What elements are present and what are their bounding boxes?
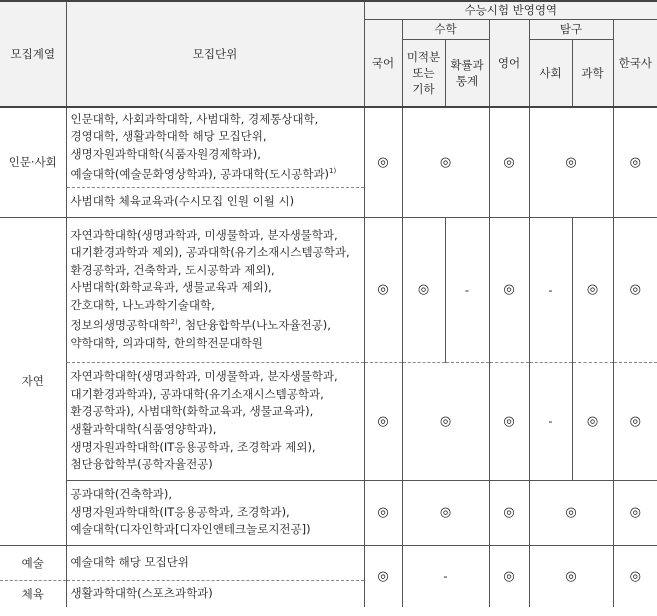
mark-social: -	[529, 362, 572, 480]
category-arts: 예술	[0, 545, 66, 580]
unit-nature-3: 공과대학(건축학과), 생명자원과학대학(IT응용공학과, 조경학과), 예술대학(디자인학과[디자인앤테크놀로지전공])	[66, 480, 364, 545]
header-history: 한국사	[613, 19, 657, 107]
header-math-sub1-line1: 미적분	[406, 49, 441, 64]
mark-korean: ◎	[364, 362, 402, 480]
mark-math: ◎	[402, 480, 489, 545]
mark-inquiry: ◎	[529, 107, 613, 217]
header-math-calculus-geometry	[402, 39, 445, 107]
header-math: 수학	[402, 19, 489, 39]
mark-social: -	[529, 217, 572, 362]
unit-humanities-2: 사범대학 체육교육과(수시모집 인원 이월 시)	[66, 187, 364, 217]
mark-english: ◎	[489, 217, 529, 362]
mark-science: ◎	[572, 217, 613, 362]
header-category: 모집계열	[0, 1, 66, 107]
table-row	[0, 362, 657, 480]
header-science: 과학	[572, 39, 613, 107]
mark-history: ◎	[629, 568, 641, 584]
category-nature: 자연	[0, 217, 66, 545]
mark-inquiry: ◎	[529, 545, 613, 607]
mark-english: ◎	[489, 362, 529, 480]
mark-korean: ◎	[364, 480, 402, 545]
mark-korean: ◎	[364, 545, 402, 607]
table-row	[0, 480, 657, 545]
header-math-sub2-line1: 확률과	[450, 57, 484, 72]
mark-math: ◎	[402, 362, 489, 480]
header-csat-group: 수능시험 반영영역	[364, 1, 657, 19]
mark-math-calculus: ◎	[402, 217, 445, 362]
category-humanities: 인문·사회	[0, 107, 66, 217]
header-math-sub1-line3: 기하	[412, 81, 435, 96]
header-math-sub2-line2: 통계	[455, 73, 479, 88]
unit-humanities-1: 인문대학, 사회과학대학, 사범대학, 경제통상대학, 경영대학, 생활과학대학 해당 모집단위, 생명자원과학대학(식품자원경제학과), 예술대학(예술문화영상학과), 공과대학(도시공학과)$^{1)}$	[66, 107, 364, 187]
mark-english: ◎	[489, 107, 529, 217]
header-unit: 모집단위	[66, 1, 364, 107]
mark-english: ◎	[489, 545, 529, 607]
mark-korean: ◎	[364, 217, 402, 362]
mark-math: ◎	[402, 107, 489, 217]
header-math-probability	[445, 39, 489, 107]
mark-history: ◎	[613, 480, 657, 545]
header-math-sub1-line2: 또는	[412, 65, 435, 80]
mark-science: ◎	[572, 362, 613, 480]
header-social: 사회	[529, 39, 572, 107]
mark-history: ◎	[613, 107, 657, 217]
header-row-1	[0, 1, 657, 19]
mark-history: ◎	[613, 362, 657, 480]
unit-arts: 예술대학 해당 모집단위	[66, 545, 364, 580]
unit-nature-1: 자연과학대학(생명과학과, 미생물학과, 분자생물학과, 대기환경과학과 제외), 공과대학(유기소재시스템공학과, 환경공학과, 건축학과, 도시공학과 제외), 사범대학(화학교육과, 생물교육과 제외), 간호대학, 나노과학기술대학, 정보의생명공학대학$^{2)}$, 첨단융합학부(나노자율전공), 약학대학, 의과대학, 한의학전문대학원	[66, 217, 364, 362]
mark-math: -	[402, 545, 489, 607]
mark-inquiry: ◎	[529, 480, 613, 545]
mark-english: ◎	[489, 480, 529, 545]
mark-korean: ◎	[364, 107, 402, 217]
mark-history: ◎	[613, 217, 657, 362]
category-sports: 체육	[0, 580, 66, 607]
table-row	[0, 545, 657, 580]
unit-sports: 생활과학대학(스포츠과학과)	[66, 580, 364, 607]
header-english: 영어	[489, 19, 529, 107]
mark-math-probability: -	[445, 217, 489, 362]
table-row	[0, 107, 657, 187]
header-korean: 국어	[364, 19, 402, 107]
header-inquiry: 탐구	[529, 19, 613, 39]
unit-nature-2: 자연과학대학(생명과학과, 미생물학과, 분자생물학과, 대기환경과학과), 공과대학(유기소재시스템공학과, 환경공학과), 사범대학(화학교육과, 생물교육과), 생활과학대학(식품영양학과), 생명자원과학대학(IT응용공학과, 조경학과 제외), 첨단융합학부(공학자율전공)	[66, 362, 364, 480]
table-row	[0, 217, 657, 362]
